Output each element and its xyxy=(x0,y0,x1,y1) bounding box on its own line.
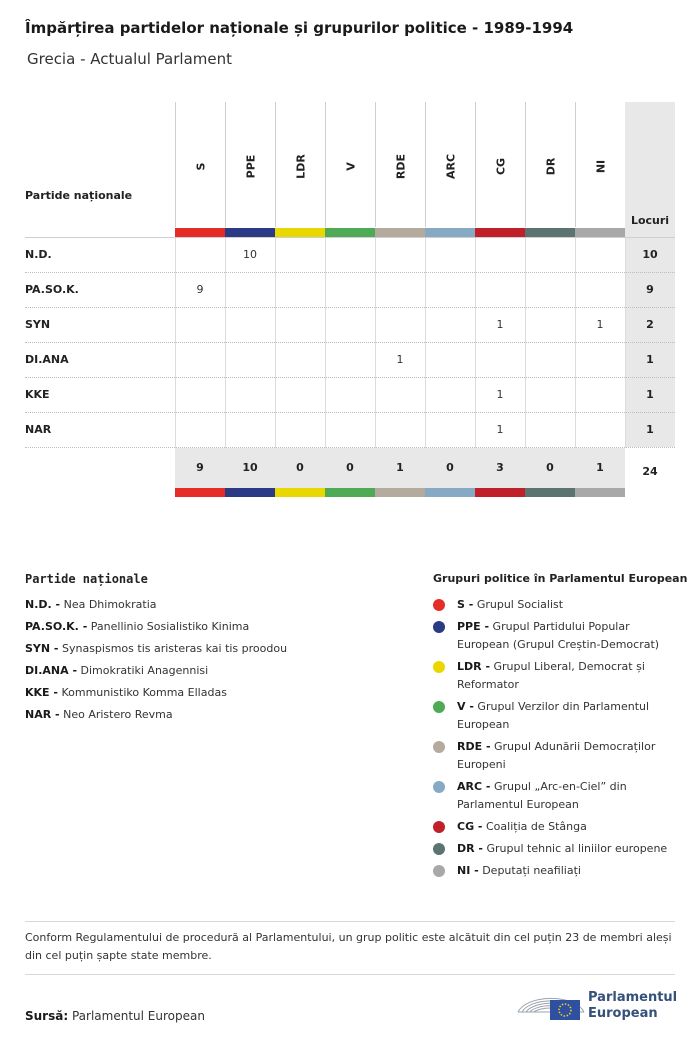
row-label: PA.SO.K. xyxy=(25,283,79,296)
logo-line-1: Parlamentul xyxy=(588,990,678,1005)
national-legend-item xyxy=(25,620,249,633)
column-header-cg xyxy=(475,102,526,227)
grid-vline xyxy=(525,238,526,448)
column-header-label: PPE xyxy=(244,154,258,179)
color-strip-bottom xyxy=(375,488,425,497)
legend-name: Grupul Adunării Democraților Europeni xyxy=(457,740,656,771)
row-divider xyxy=(25,377,675,378)
group-color-dot-icon xyxy=(433,701,445,713)
legend-code: NAR - xyxy=(25,708,60,721)
color-strip-top xyxy=(525,228,575,237)
group-color-dot-icon xyxy=(433,843,445,855)
table-cell: 1 xyxy=(596,318,604,331)
column-header-label: ARC xyxy=(444,153,458,180)
divider xyxy=(25,974,675,975)
column-total: 1 xyxy=(596,461,604,474)
grid-vline xyxy=(425,238,426,448)
row-total: 1 xyxy=(646,353,654,366)
legend-code: DI.ANA - xyxy=(25,664,78,677)
grid-vline xyxy=(225,238,226,448)
row-total: 9 xyxy=(646,283,654,296)
legend-name: Grupul Socialist xyxy=(476,598,564,611)
group-legend-item xyxy=(457,862,672,880)
column-total: 9 xyxy=(196,461,204,474)
legend-name: Coaliția de Stânga xyxy=(486,820,587,833)
color-strip-bottom xyxy=(275,488,325,497)
color-strip-bottom xyxy=(225,488,275,497)
grid-vline xyxy=(575,238,576,448)
legend-name: Panellinio Sosialistiko Kinima xyxy=(90,620,250,633)
legend-code: CG - xyxy=(457,820,483,833)
column-header-dr xyxy=(525,102,576,227)
column-total: 0 xyxy=(296,461,304,474)
color-strip-top xyxy=(575,228,625,237)
legend-name: Synaspismos tis aristeras kai tis proodou xyxy=(62,642,288,655)
source xyxy=(25,1009,205,1023)
column-total: 0 xyxy=(346,461,354,474)
national-legend-item xyxy=(25,686,227,699)
logo-line-2: European xyxy=(588,1006,658,1021)
legend-code: PA.SO.K. - xyxy=(25,620,88,633)
legend-code: NI - xyxy=(457,864,479,877)
group-legend-item xyxy=(457,618,672,654)
group-legend-item xyxy=(457,658,672,694)
row-total: 10 xyxy=(642,248,658,261)
column-total: 3 xyxy=(496,461,504,474)
legend-name: Grupul „Arc-en-Ciel” din Parlamentul European xyxy=(457,780,627,811)
footnote: Conform Regulamentului de procedură al Parlamentului, un grup politic este alcătuit din cel puțin 23 de membri aleși din cel puțin șapte state membre. xyxy=(25,931,672,962)
grid-vline xyxy=(475,238,476,448)
row-label: KKE xyxy=(25,388,50,401)
national-legend-item xyxy=(25,708,173,721)
group-legend-item xyxy=(457,840,672,858)
national-legend-item xyxy=(25,598,157,611)
color-strip-bottom xyxy=(475,488,525,497)
legend-code: PPE - xyxy=(457,620,490,633)
row-label: NAR xyxy=(25,423,52,436)
group-color-dot-icon xyxy=(433,781,445,793)
color-strip-top xyxy=(225,228,275,237)
national-legend-item xyxy=(25,664,208,677)
color-strip-bottom xyxy=(175,488,225,497)
grid-vline xyxy=(325,238,326,448)
group-color-dot-icon xyxy=(433,865,445,877)
page-title: Împărțirea partidelor naționale și grupurilor politice - 1989-1994 xyxy=(25,19,574,37)
column-header-label: S xyxy=(194,162,208,171)
legend-code: ARC - xyxy=(457,780,491,793)
table-cell: 1 xyxy=(496,423,504,436)
legend-code: V - xyxy=(457,700,474,713)
column-header-s xyxy=(175,102,226,227)
legend-code: N.D. - xyxy=(25,598,61,611)
legend-code: DR - xyxy=(457,842,483,855)
column-total: 1 xyxy=(396,461,404,474)
table-cell: 1 xyxy=(396,353,404,366)
grid-vline xyxy=(625,238,626,448)
header-divider xyxy=(25,237,675,238)
table-cell: 9 xyxy=(196,283,204,296)
color-strip-top xyxy=(275,228,325,237)
legend-code: SYN - xyxy=(25,642,59,655)
legend-name: Grupul tehnic al liniilor europene xyxy=(486,842,668,855)
source-label: Sursă: xyxy=(25,1009,69,1023)
legend-code: RDE - xyxy=(457,740,491,753)
group-color-dot-icon xyxy=(433,821,445,833)
row-label: SYN xyxy=(25,318,51,331)
total-header: Locuri xyxy=(630,214,670,227)
row-divider xyxy=(25,342,675,343)
group-legend-item xyxy=(457,596,672,614)
row-total: 1 xyxy=(646,388,654,401)
table-cell: 1 xyxy=(496,388,504,401)
group-color-dot-icon xyxy=(433,661,445,673)
table-cell: 10 xyxy=(243,248,257,261)
row-divider xyxy=(25,272,675,273)
page-subtitle: Grecia - Actualul Parlament xyxy=(27,50,232,68)
grand-total: 24 xyxy=(642,465,658,478)
legend-name: Nea Dhimokratia xyxy=(63,598,157,611)
column-header-label: NI xyxy=(594,159,608,174)
column-header-ni xyxy=(575,102,626,227)
legend-name: Deputați neafiliați xyxy=(482,864,581,877)
legend-code: S - xyxy=(457,598,474,611)
color-strip-bottom xyxy=(325,488,375,497)
column-header-arc xyxy=(425,102,476,227)
column-header-label: V xyxy=(344,162,358,171)
column-header-label: LDR xyxy=(294,154,308,179)
row-label: DI.ANA xyxy=(25,353,69,366)
group-legend-item xyxy=(457,738,672,774)
column-header-label: DR xyxy=(544,157,558,176)
color-strip-top xyxy=(175,228,225,237)
row-total: 2 xyxy=(646,318,654,331)
group-legend-item xyxy=(457,698,672,734)
grid-vline xyxy=(175,238,176,448)
column-header-ppe xyxy=(225,102,276,227)
national-legend-title: Partide naționale xyxy=(25,572,148,586)
national-legend-item xyxy=(25,642,287,655)
group-legend-item xyxy=(457,818,672,836)
column-header-v xyxy=(325,102,376,227)
row-divider xyxy=(25,412,675,413)
color-strip-top xyxy=(325,228,375,237)
color-strip-bottom xyxy=(575,488,625,497)
row-divider xyxy=(25,307,675,308)
legend-code: KKE - xyxy=(25,686,58,699)
logo-text xyxy=(588,990,677,1022)
source-value: Parlamentul European xyxy=(71,1009,205,1023)
color-strip-bottom xyxy=(525,488,575,497)
table-cell: 1 xyxy=(496,318,504,331)
column-header-label: RDE xyxy=(394,153,408,180)
legend-name: Dimokratiki Anagennisi xyxy=(80,664,209,677)
grid-vline xyxy=(375,238,376,448)
group-legend-item xyxy=(457,778,672,814)
color-strip-top xyxy=(475,228,525,237)
group-legend-title: Grupuri politice în Parlamentul European xyxy=(433,572,688,585)
group-color-dot-icon xyxy=(433,621,445,633)
legend-name: Grupul Liberal, Democrat și Reformator xyxy=(457,660,645,691)
column-total: 10 xyxy=(242,461,258,474)
legend-name: Neo Aristero Revma xyxy=(63,708,173,721)
group-color-dot-icon xyxy=(433,741,445,753)
group-color-dot-icon xyxy=(433,599,445,611)
grid-vline xyxy=(275,238,276,448)
row-label: N.D. xyxy=(25,248,52,261)
legend-code: LDR - xyxy=(457,660,491,673)
column-total: 0 xyxy=(446,461,454,474)
column-total: 0 xyxy=(546,461,554,474)
row-total: 1 xyxy=(646,423,654,436)
legend-name: Grupul Verzilor din Parlamentul European xyxy=(457,700,650,731)
color-strip-top xyxy=(425,228,475,237)
legend-name: Grupul Partidului Popular European (Grupul Creștin-Democrat) xyxy=(457,620,660,651)
divider xyxy=(25,921,675,922)
column-header-rde xyxy=(375,102,426,227)
column-header-ldr xyxy=(275,102,326,227)
color-strip-top xyxy=(375,228,425,237)
row-header: Partide naționale xyxy=(25,189,133,202)
color-strip-bottom xyxy=(425,488,475,497)
column-header-label: CG xyxy=(494,157,508,176)
legend-name: Kommunistiko Komma Elladas xyxy=(61,686,227,699)
